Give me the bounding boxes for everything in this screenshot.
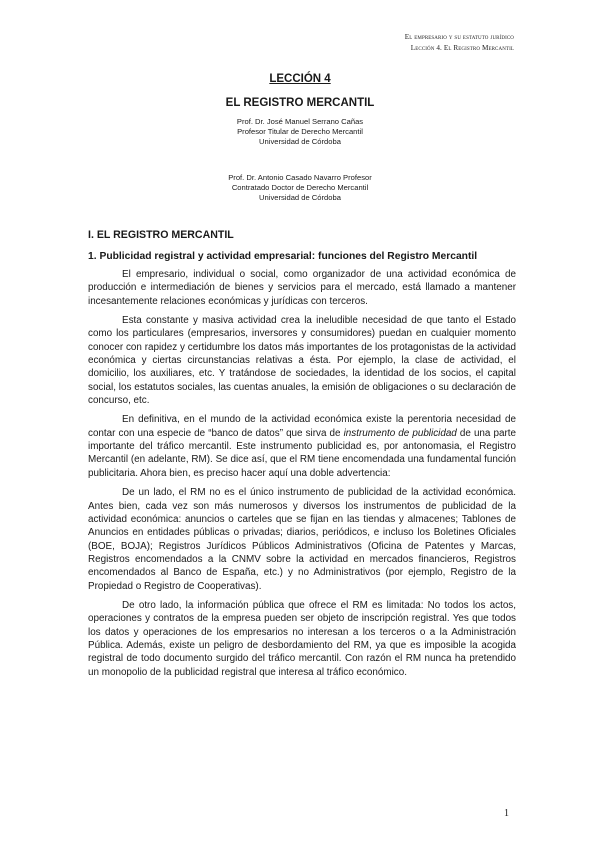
author-block-2 [0,173,600,203]
paragraph-3-text-b: de una parte importante del tráfico mercantil. Este instrumento publicidad es, por antonomasia, el Registro Mercantil (en adelante, RM). Se dice así, que el RM tiene encomendada una fundamental función publicitaria. Ahora bien, es preciso hacer aquí una doble advertencia: [88,427,516,479]
author-university: Universidad de Córdoba [259,137,341,146]
running-header-lesson: Lección 4. El Registro Mercantil [410,43,514,52]
section-heading: I. EL REGISTRO MERCANTIL [88,229,234,241]
paragraph-5: De otro lado, la información pública que ofrece el RM es limitada: No todos los actos, operaciones y contratos de la empresa pueden ser objeto de inscripción registral. Yes que todos los datos y operaciones de los empresarios no interesan a los terceros o a la Administración Pública. Además, existe un peligro de desbordamiento del RM, ya que es imposible la acogida registral de todo documento surgido del tráfico mercantil. Con razón el RM nunca ha pretendido un monopolio de la publicidad registral que interesa al tráfico económico. [88,599,516,678]
running-header-book-title: El empresario y su estatuto jurídico [404,33,514,41]
author-name: Prof. Dr. José Manuel Serrano Cañas [236,117,364,126]
paragraph-1: El empresario, individual o social, como organizador de una actividad económica de producción e intermediación de bienes y servicios para el mercado, está llamado a mantener incesantemente relaciones económicas y jurídicas con terceros. [88,269,516,307]
subsection-heading: 1. Publicidad registral y actividad empresarial: funciones del Registro Mercantil [88,251,478,262]
author-position: Contratado Doctor de Derecho Mercantil [231,183,369,192]
lesson-subject: EL REGISTRO MERCANTIL [225,97,375,109]
paragraph-2: Esta constante y masiva actividad crea la ineludible necesidad de que tanto el Estado como los particulares (empresarios, inversores y consumidores) puedan en cualquier momento conocer con rapidez y certidumbre los datos más importantes de los protagonistas de la actividad económica y ciertas circunstancias relativas a ésta. Por ejemplo, la clase de actividad, el domicilio, los auxiliares, etc. Y tratándose de sociedades, la identidad de los socios, el capital social, los estatutos sociales, las cuentas anuales, la emisión de obligaciones o su declaración de concurso, etc. [88,315,516,407]
author-name: Prof. Dr. Antonio Casado Navarro Profesor [228,173,372,182]
paragraph-3-emphasis: instrumento de publicidad [343,427,457,439]
author-position: Profesor Titular de Derecho Mercantil [237,127,363,136]
body-content [88,228,516,685]
title-block [0,72,600,203]
lesson-title: LECCIÓN 4 [269,73,331,85]
paragraph-3 [88,413,516,480]
paragraph-4: De un lado, el RM no es el único instrumento de publicidad de la actividad económica. Antes bien, cada vez son más numerosos y diversos los instrumentos de publicidad de la actividad económica: anuncios o carteles que se fijan en las tiendas y almacenes; Tablones de Anuncios en entidades públicas o privadas; diarios, periódicos, e incluso los Boletines Oficiales (BOE, BOJA); Registros Jurídicos Públicos Administrativos (Oficina de Patentes y Marcas, Registros encomendados a la CNMV sobre la actividad en mercados financieros, Registros encomendados al Banco de España, etc.) y no Administrativos (por ejemplo, Registro de la Propiedad o Registro de Cooperativas). [88,487,516,592]
author-university: Universidad de Córdoba [259,193,341,202]
author-block-1 [0,117,600,147]
running-header [405,32,514,53]
paragraph-3-text-a: En definitiva, en el mundo de la actividad económica existe la perentoria necesidad de contar con una especie de “banco de datos” que sirva de [88,414,516,439]
page-number: 1 [504,808,509,819]
